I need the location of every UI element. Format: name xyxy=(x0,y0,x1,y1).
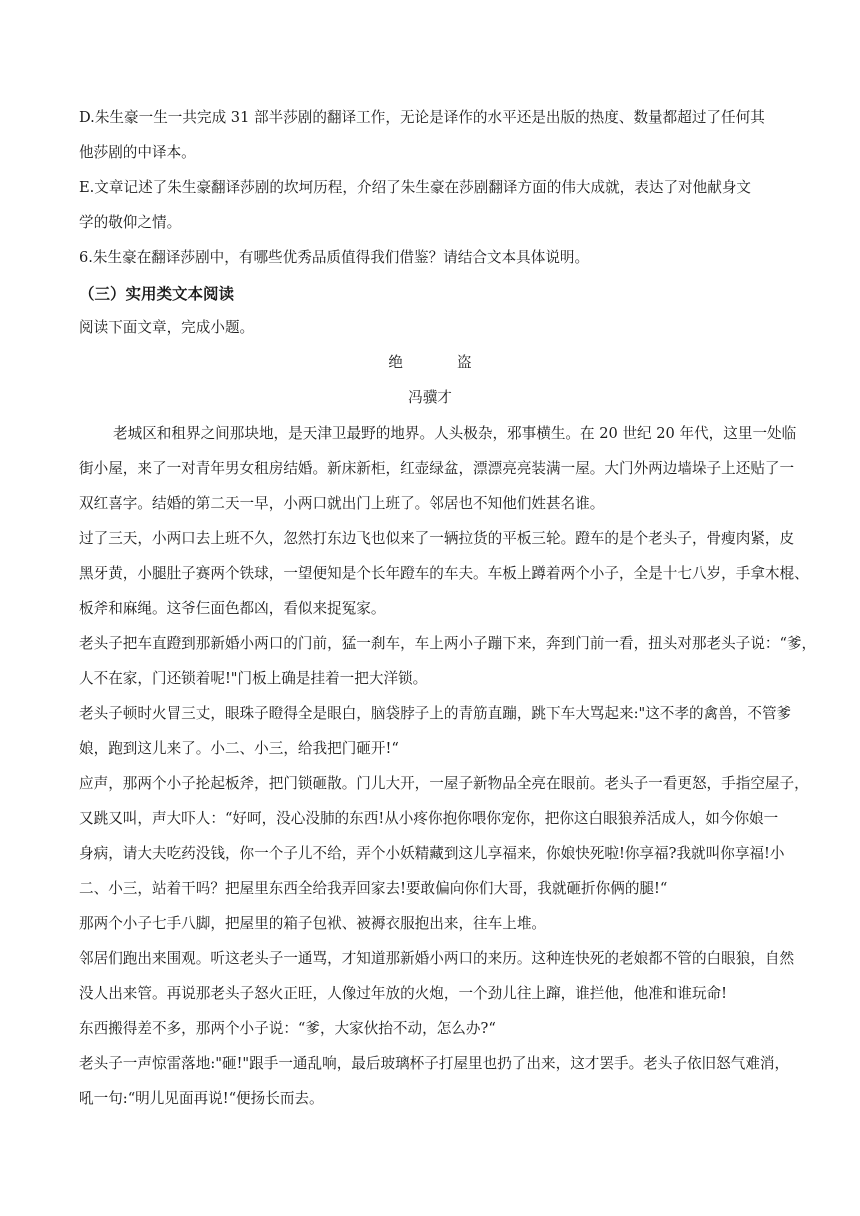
body-line: 东西搬得差不多，那两个小子说：“爹，大家伙抬不动，怎么办?“ xyxy=(79,1020,496,1037)
option-d-line-2: 他莎剧的中译本。 xyxy=(79,144,196,161)
article-author: 冯骥才 xyxy=(408,389,452,406)
title-char-2: 盗 xyxy=(457,354,472,371)
body-line: 吼一句:“明儿见面再说!“便扬长而去。 xyxy=(79,1090,324,1107)
body-line: 板斧和麻绳。这爷仨面色都凶，看似来捉冤家。 xyxy=(79,600,386,617)
body-line: 过了三天，小两口去上班不久，忽然打东边飞也似来了一辆拉货的平板三轮。蹬车的是个老头子，骨瘦肉紧，皮 xyxy=(79,530,795,547)
body-line: 没人出来管。再说那老头子怒火正旺，人像过年放的火炮，一个劲儿往上蹿，谁拦他，他准和谁玩命! xyxy=(79,985,727,1002)
body-line: 双红喜字。结婚的第二天一早，小两口就出门上班了。邻居也不知他们姓甚名谁。 xyxy=(79,495,605,512)
article-title xyxy=(0,353,860,373)
body-line: 人不在家，门还锁着呢!"门板上确是挂着一把大洋锁。 xyxy=(79,670,428,687)
body-line: 身病，请大夫吃药没钱，你一个子儿不给，弄个小妖精藏到这儿享福来，你娘快死啦!你享福?我就叫你享福!小 xyxy=(79,845,785,862)
body-line: 二、小三，站着干吗？把屋里东西全给我弄回家去!要敢偏向你们大哥，我就砸折你俩的腿!“ xyxy=(79,880,668,897)
body-line: 老头子把车直蹬到那新婚小两口的门前，猛一刹车，车上两小子蹦下来，奔到门前一看，扭头对那老头子说：“爹， xyxy=(79,635,817,652)
body-line: 黑牙黄，小腿肚子赛两个铁球，一望便知是个长年蹬车的车夫。车板上蹲着两个小子，全是十七八岁，手拿木棍、 xyxy=(79,565,809,582)
body-line: 邻居们跑出来围观。听这老头子一通骂，才知道那新婚小两口的来历。这种连快死的老娘都不管的白眼狼，自然 xyxy=(79,950,795,967)
question-6: 6.朱生豪在翻译莎剧中，有哪些优秀品质值得我们借鉴？请结合文本具体说明。 xyxy=(79,249,590,266)
body-line: 街小屋，来了一对青年男女租房结婚。新床新柜，红壶绿盆，漂漂亮亮装满一屋。大门外两边墙垛子上还贴了一 xyxy=(79,460,795,477)
option-e-line-2: 学的敬仰之情。 xyxy=(79,214,182,231)
body-line: 那两个小子七手八脚，把屋里的箱子包袱、被褥衣服抱出来，往车上堆。 xyxy=(79,915,547,932)
body-line: 应声，那两个小子抡起板斧，把门锁砸散。门儿大开，一屋子新物品全亮在眼前。老头子一看更怒，手指空屋子， xyxy=(79,775,809,792)
section-heading: （三）实用类文本阅读 xyxy=(79,285,235,303)
body-line: 老城区和租界之间那块地，是天津卫最野的地界。人头极杂，邪事横生。在 20 世纪 20 年代，这里一处临 xyxy=(113,425,797,442)
body-line: 老头子一声惊雷落地:"砸!"跟手一通乱响，最后玻璃杯子打屋里也扔了出来，这才罢手。老头子依旧怒气难消， xyxy=(79,1055,790,1072)
title-char-1: 绝 xyxy=(388,354,403,371)
instruction-text: 阅读下面文章，完成小题。 xyxy=(79,319,255,336)
option-e-line-1: E.文章记述了朱生豪翻译莎剧的坎坷历程，介绍了朱生豪在莎剧翻译方面的伟大成就，表达了对他献身文 xyxy=(79,179,752,196)
body-line: 又跳又叫，声大吓人：“好呵，没心没肺的东西!从小疼你抱你喂你宠你，把你这白眼狼养活成人，如今你娘一 xyxy=(79,810,779,827)
body-line: 娘，跑到这儿来了。小二、小三，给我把门砸开!“ xyxy=(79,740,399,757)
option-d-line-1: D.朱生豪一生一共完成 31 部半莎剧的翻译工作，无论是译作的水平还是出版的热度、数量都超过了任何其 xyxy=(79,109,765,126)
body-line: 老头子顿时火冒三丈，眼珠子瞪得全是眼白，脑袋脖子上的青筋直蹦，跳下车大骂起来:"这不孝的禽兽，不管爹 xyxy=(79,705,792,722)
